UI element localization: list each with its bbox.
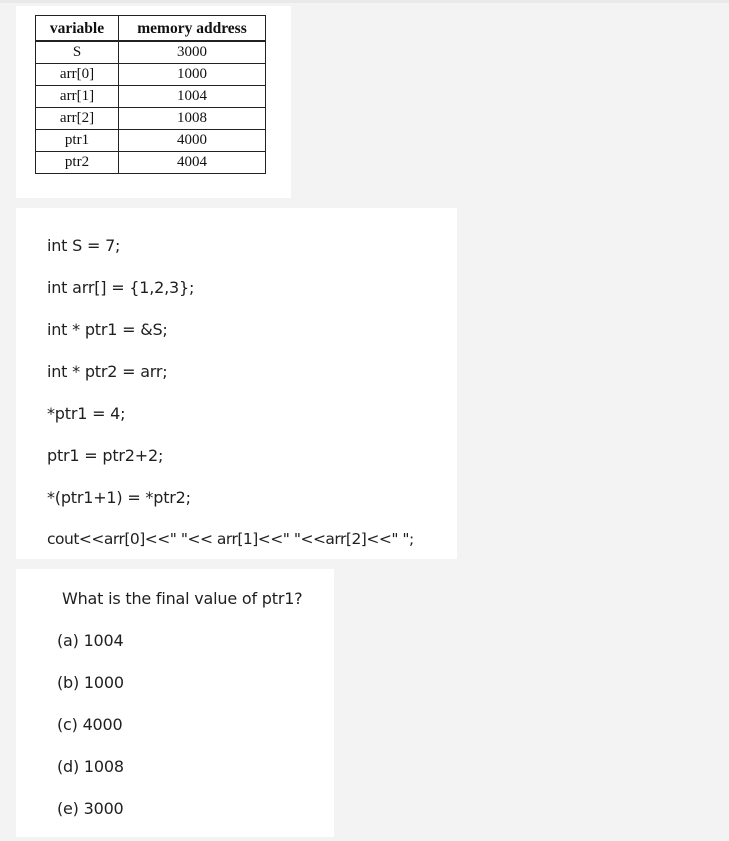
answer-option-e: (e) 3000 — [57, 799, 124, 818]
code-line: int * ptr2 = arr; — [47, 362, 168, 381]
address-cell: 4000 — [119, 130, 266, 152]
address-cell: 1008 — [119, 108, 266, 130]
code-line: ptr1 = ptr2+2; — [47, 446, 164, 465]
column-header-variable: variable — [36, 16, 119, 42]
address-cell: 1004 — [119, 86, 266, 108]
code-line: int S = 7; — [47, 236, 121, 255]
variable-cell: arr[2] — [36, 108, 119, 130]
variable-cell: S — [36, 41, 119, 64]
table-row — [36, 86, 266, 108]
answer-option-a: (a) 1004 — [57, 631, 124, 650]
code-snippet-panel — [16, 208, 457, 559]
table-row — [36, 108, 266, 130]
code-line: *(ptr1+1) = *ptr2; — [47, 488, 191, 507]
question-prompt: What is the final value of ptr1? — [62, 589, 303, 608]
code-line: int arr[] = {1,2,3}; — [47, 278, 195, 297]
code-line: *ptr1 = 4; — [47, 404, 126, 423]
table-header-row — [36, 16, 266, 42]
answer-option-c: (c) 4000 — [57, 715, 123, 734]
top-border — [0, 0, 729, 3]
answer-option-b: (b) 1000 — [57, 673, 124, 692]
table-row — [36, 130, 266, 152]
column-header-memory-address: memory address — [119, 16, 266, 42]
variable-cell: ptr2 — [36, 152, 119, 174]
table-row — [36, 41, 266, 64]
memory-address-table — [35, 15, 266, 174]
code-line: int * ptr1 = &S; — [47, 320, 168, 339]
answer-option-d: (d) 1008 — [57, 757, 124, 776]
address-cell: 4004 — [119, 152, 266, 174]
question-panel — [16, 569, 334, 837]
variable-cell: arr[0] — [36, 64, 119, 86]
variable-cell: arr[1] — [36, 86, 119, 108]
variable-cell: ptr1 — [36, 130, 119, 152]
table-row — [36, 64, 266, 86]
memory-table-panel — [16, 6, 291, 198]
address-cell: 1000 — [119, 64, 266, 86]
address-cell: 3000 — [119, 41, 266, 64]
code-line: cout<<arr[0]<<" "<< arr[1]<<" "<<arr[2]<<" "; — [47, 530, 414, 548]
table-row — [36, 152, 266, 174]
